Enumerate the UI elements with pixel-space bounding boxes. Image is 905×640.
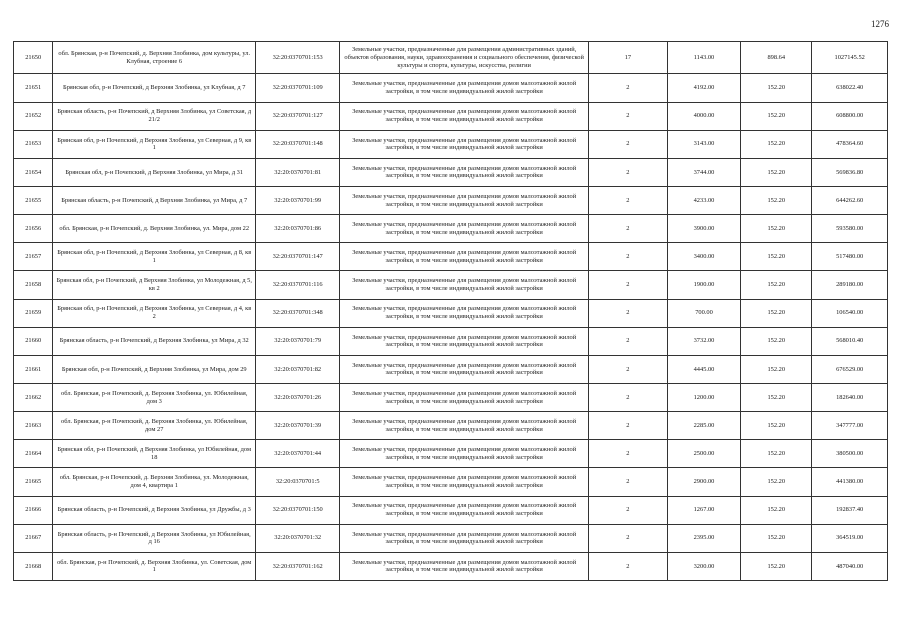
- land-use-description-cell: Земельные участки, предназначенные для размещения домов малоэтажной жилой застройки, в том числе индивидуальной жилой застройки: [340, 102, 589, 130]
- row-number-cell: 21660: [14, 327, 53, 355]
- land-use-description-cell: Земельные участки, предназначенные для размещения домов малоэтажной жилой застройки, в том числе индивидуальной жилой застройки: [340, 243, 589, 271]
- specific-value-cell: 152.20: [741, 243, 812, 271]
- area-cell: 4000.00: [667, 102, 740, 130]
- specific-value-cell: 152.20: [741, 327, 812, 355]
- table-row: [14, 299, 888, 327]
- row-number-cell: 21663: [14, 412, 53, 440]
- specific-value-cell: 152.20: [741, 552, 812, 580]
- area-cell: 1200.00: [667, 383, 740, 411]
- area-cell: 2900.00: [667, 468, 740, 496]
- specific-value-cell: 152.20: [741, 158, 812, 186]
- cadastral-value-cell: 289180.00: [812, 271, 888, 299]
- row-number-cell: 21655: [14, 186, 53, 214]
- row-number-cell: 21658: [14, 271, 53, 299]
- area-cell: 1143.00: [667, 42, 740, 74]
- land-use-description-cell: Земельные участки, предназначенные для размещения домов малоэтажной жилой застройки, в том числе индивидуальной жилой застройки: [340, 440, 589, 468]
- group-code-cell: 2: [588, 355, 667, 383]
- address-cell: Брянская обл, р-н Почепский, д Верхняя Злобинка, ул Юбилейная, дом 18: [53, 440, 256, 468]
- address-cell: Брянская обл, р-н Почепский, д Верхняя Злобинка, ул Мира, дом 29: [53, 355, 256, 383]
- cadastral-value-cell: 569836.80: [812, 158, 888, 186]
- group-code-cell: 2: [588, 440, 667, 468]
- group-code-cell: 2: [588, 468, 667, 496]
- row-number-cell: 21659: [14, 299, 53, 327]
- group-code-cell: 2: [588, 496, 667, 524]
- row-number-cell: 21662: [14, 383, 53, 411]
- row-number-cell: 21661: [14, 355, 53, 383]
- cadastral-number-cell: 32:20:0370701:26: [256, 383, 340, 411]
- cadastral-number-cell: 32:20:0370701:348: [256, 299, 340, 327]
- land-use-description-cell: Земельные участки, предназначенные для размещения домов малоэтажной жилой застройки, в том числе индивидуальной жилой застройки: [340, 186, 589, 214]
- group-code-cell: 2: [588, 327, 667, 355]
- specific-value-cell: 152.20: [741, 130, 812, 158]
- cadastral-value-cell: 608800.00: [812, 102, 888, 130]
- land-use-description-cell: Земельные участки, предназначенные для размещения домов малоэтажной жилой застройки, в том числе индивидуальной жилой застройки: [340, 215, 589, 243]
- cadastral-number-cell: 32:20:0370701:5: [256, 468, 340, 496]
- group-code-cell: 2: [588, 74, 667, 102]
- cadastral-number-cell: 32:20:0370701:109: [256, 74, 340, 102]
- address-cell: Брянская область, р-н Почепский, д Верхняя Злобинка, ул Мира, д 32: [53, 327, 256, 355]
- group-code-cell: 2: [588, 186, 667, 214]
- area-cell: 3200.00: [667, 552, 740, 580]
- cadastral-value-cell: 192837.40: [812, 496, 888, 524]
- specific-value-cell: 152.20: [741, 299, 812, 327]
- area-cell: 3900.00: [667, 215, 740, 243]
- address-cell: Брянская обл, р-н Почепский, д Верхняя Злобинка, ул Мира, д 31: [53, 158, 256, 186]
- cadastral-value-cell: 347777.00: [812, 412, 888, 440]
- area-cell: 3400.00: [667, 243, 740, 271]
- address-cell: обл. Брянская, р-н Почепский, д. Верхняя Злобинка, дом культуры, ул. Клубная, строение 6: [53, 42, 256, 74]
- table-row: [14, 271, 888, 299]
- group-code-cell: 2: [588, 383, 667, 411]
- cadastral-value-cell: 487040.00: [812, 552, 888, 580]
- table-row: [14, 102, 888, 130]
- land-use-description-cell: Земельные участки, предназначенные для размещения домов малоэтажной жилой застройки, в том числе индивидуальной жилой застройки: [340, 355, 589, 383]
- registry-table-body: [14, 42, 888, 581]
- cadastral-number-cell: 32:20:0370701:150: [256, 496, 340, 524]
- row-number-cell: 21653: [14, 130, 53, 158]
- table-row: [14, 42, 888, 74]
- group-code-cell: 2: [588, 158, 667, 186]
- cadastral-number-cell: 32:20:0370701:79: [256, 327, 340, 355]
- row-number-cell: 21654: [14, 158, 53, 186]
- land-use-description-cell: Земельные участки, предназначенные для размещения домов малоэтажной жилой застройки, в том числе индивидуальной жилой застройки: [340, 383, 589, 411]
- land-use-description-cell: Земельные участки, предназначенные для размещения домов малоэтажной жилой застройки, в том числе индивидуальной жилой застройки: [340, 412, 589, 440]
- cadastral-value-cell: 568010.40: [812, 327, 888, 355]
- group-code-cell: 2: [588, 412, 667, 440]
- address-cell: Брянская обл, р-н Почепский, д Верхняя Злобинка, ул Северная, д 8, кв 1: [53, 243, 256, 271]
- specific-value-cell: 152.20: [741, 271, 812, 299]
- address-cell: Брянская область, р-н Почепский, д Верхняя Злобинка, ул Советская, д 21/2: [53, 102, 256, 130]
- table-row: [14, 243, 888, 271]
- table-row: [14, 186, 888, 214]
- table-row: [14, 524, 888, 552]
- page-number: 1276: [871, 19, 889, 29]
- group-code-cell: 2: [588, 299, 667, 327]
- row-number-cell: 21656: [14, 215, 53, 243]
- cadastral-number-cell: 32:20:0370701:82: [256, 355, 340, 383]
- group-code-cell: 2: [588, 524, 667, 552]
- cadastral-value-cell: 380500.00: [812, 440, 888, 468]
- group-code-cell: 2: [588, 552, 667, 580]
- area-cell: 1900.00: [667, 271, 740, 299]
- area-cell: 2285.00: [667, 412, 740, 440]
- cadastral-number-cell: 32:20:0370701:44: [256, 440, 340, 468]
- group-code-cell: 2: [588, 130, 667, 158]
- land-use-description-cell: Земельные участки, предназначенные для размещения домов малоэтажной жилой застройки, в том числе индивидуальной жилой застройки: [340, 130, 589, 158]
- table-row: [14, 468, 888, 496]
- table-row: [14, 74, 888, 102]
- specific-value-cell: 152.20: [741, 186, 812, 214]
- specific-value-cell: 152.20: [741, 215, 812, 243]
- address-cell: обл. Брянская, р-н Почепский, д. Верхняя Злобинка, ул. Юбилейная, дом 3: [53, 383, 256, 411]
- address-cell: Брянская область, р-н Почепский, д Верхняя Злобинка, ул Юбилейная, д 16: [53, 524, 256, 552]
- land-use-description-cell: Земельные участки, предназначенные для размещения домов малоэтажной жилой застройки, в том числе индивидуальной жилой застройки: [340, 468, 589, 496]
- cadastral-value-cell: 517480.00: [812, 243, 888, 271]
- address-cell: Брянская область, р-н Почепский, д Верхняя Злобинка, ул Мира, д 7: [53, 186, 256, 214]
- area-cell: 700.00: [667, 299, 740, 327]
- row-number-cell: 21650: [14, 42, 53, 74]
- cadastral-value-cell: 1027145.52: [812, 42, 888, 74]
- cadastral-number-cell: 32:20:0370701:116: [256, 271, 340, 299]
- cadastral-value-cell: 644262.60: [812, 186, 888, 214]
- cadastral-number-cell: 32:20:0370701:81: [256, 158, 340, 186]
- specific-value-cell: 152.20: [741, 496, 812, 524]
- cadastral-number-cell: 32:20:0370701:39: [256, 412, 340, 440]
- specific-value-cell: 152.20: [741, 412, 812, 440]
- cadastral-number-cell: 32:20:0370701:127: [256, 102, 340, 130]
- cadastral-value-cell: 593580.00: [812, 215, 888, 243]
- table-row: [14, 440, 888, 468]
- table-row: [14, 327, 888, 355]
- cadastral-value-cell: 106540.00: [812, 299, 888, 327]
- row-number-cell: 21657: [14, 243, 53, 271]
- address-cell: обл. Брянская, р-н Почепский, д. Верхняя Злобинка, ул. Советская, дом 1: [53, 552, 256, 580]
- group-code-cell: 2: [588, 102, 667, 130]
- specific-value-cell: 898.64: [741, 42, 812, 74]
- row-number-cell: 21664: [14, 440, 53, 468]
- area-cell: 2500.00: [667, 440, 740, 468]
- table-row: [14, 158, 888, 186]
- cadastral-value-cell: 478364.60: [812, 130, 888, 158]
- cadastral-value-cell: 182640.00: [812, 383, 888, 411]
- area-cell: 3732.00: [667, 327, 740, 355]
- cadastral-number-cell: 32:20:0370701:153: [256, 42, 340, 74]
- area-cell: 3744.00: [667, 158, 740, 186]
- table-row: [14, 355, 888, 383]
- area-cell: 4233.00: [667, 186, 740, 214]
- table-row: [14, 215, 888, 243]
- land-use-description-cell: Земельные участки, предназначенные для размещения административных зданий, объектов образования, науки, здравоохранения и социального обеспечения, физической культуры и спорта, культуры, искусства, религии: [340, 42, 589, 74]
- group-code-cell: 2: [588, 215, 667, 243]
- address-cell: Брянская обл, р-н Почепский, д Верхняя Злобинка, ул Молодежная, д 5, кв 2: [53, 271, 256, 299]
- row-number-cell: 21652: [14, 102, 53, 130]
- row-number-cell: 21665: [14, 468, 53, 496]
- address-cell: Брянская обл, р-н Почепский, д Верхняя Злобинка, ул Северная, д 9, кв 1: [53, 130, 256, 158]
- cadastral-number-cell: 32:20:0370701:86: [256, 215, 340, 243]
- address-cell: обл. Брянская, р-н Почепский, д. Верхняя Злобинка, ул. Молодежная, дом 4, квартира 1: [53, 468, 256, 496]
- table-row: [14, 552, 888, 580]
- row-number-cell: 21651: [14, 74, 53, 102]
- land-use-description-cell: Земельные участки, предназначенные для размещения домов малоэтажной жилой застройки, в том числе индивидуальной жилой застройки: [340, 552, 589, 580]
- land-use-description-cell: Земельные участки, предназначенные для размещения домов малоэтажной жилой застройки, в том числе индивидуальной жилой застройки: [340, 327, 589, 355]
- specific-value-cell: 152.20: [741, 383, 812, 411]
- area-cell: 2395.00: [667, 524, 740, 552]
- specific-value-cell: 152.20: [741, 102, 812, 130]
- area-cell: 4192.00: [667, 74, 740, 102]
- group-code-cell: 17: [588, 42, 667, 74]
- address-cell: обл. Брянская, р-н Почепский, д. Верхняя Злобинка, ул. Мира, дом 22: [53, 215, 256, 243]
- land-use-description-cell: Земельные участки, предназначенные для размещения домов малоэтажной жилой застройки, в том числе индивидуальной жилой застройки: [340, 74, 589, 102]
- cadastral-number-cell: 32:20:0370701:32: [256, 524, 340, 552]
- group-code-cell: 2: [588, 271, 667, 299]
- specific-value-cell: 152.20: [741, 74, 812, 102]
- area-cell: 1267.00: [667, 496, 740, 524]
- specific-value-cell: 152.20: [741, 524, 812, 552]
- table-row: [14, 383, 888, 411]
- area-cell: 3143.00: [667, 130, 740, 158]
- row-number-cell: 21668: [14, 552, 53, 580]
- table-row: [14, 496, 888, 524]
- cadastral-number-cell: 32:20:0370701:147: [256, 243, 340, 271]
- table-row: [14, 130, 888, 158]
- land-use-description-cell: Земельные участки, предназначенные для размещения домов малоэтажной жилой застройки, в том числе индивидуальной жилой застройки: [340, 271, 589, 299]
- land-use-description-cell: Земельные участки, предназначенные для размещения домов малоэтажной жилой застройки, в том числе индивидуальной жилой застройки: [340, 158, 589, 186]
- row-number-cell: 21667: [14, 524, 53, 552]
- specific-value-cell: 152.20: [741, 355, 812, 383]
- land-use-description-cell: Земельные участки, предназначенные для размещения домов малоэтажной жилой застройки, в том числе индивидуальной жилой застройки: [340, 299, 589, 327]
- address-cell: Брянская обл, р-н Почепский, д Верхняя Злобинка, ул Северная, д 4, кв 2: [53, 299, 256, 327]
- cadastral-number-cell: 32:20:0370701:99: [256, 186, 340, 214]
- row-number-cell: 21666: [14, 496, 53, 524]
- table-row: [14, 412, 888, 440]
- land-use-description-cell: Земельные участки, предназначенные для размещения домов малоэтажной жилой застройки, в том числе индивидуальной жилой застройки: [340, 496, 589, 524]
- address-cell: Брянская обл, р-н Почепский, д Верхняя Злобинка, ул Клубная, д 7: [53, 74, 256, 102]
- cadastral-number-cell: 32:20:0370701:148: [256, 130, 340, 158]
- specific-value-cell: 152.20: [741, 440, 812, 468]
- area-cell: 4445.00: [667, 355, 740, 383]
- specific-value-cell: 152.20: [741, 468, 812, 496]
- cadastral-value-cell: 364519.00: [812, 524, 888, 552]
- land-use-description-cell: Земельные участки, предназначенные для размещения домов малоэтажной жилой застройки, в том числе индивидуальной жилой застройки: [340, 524, 589, 552]
- cadastral-number-cell: 32:20:0370701:162: [256, 552, 340, 580]
- cadastral-value-cell: 638022.40: [812, 74, 888, 102]
- address-cell: Брянская область, р-н Почепский, д Верхняя Злобинка, ул Дружбы, д 3: [53, 496, 256, 524]
- land-plot-registry-table: [13, 41, 888, 581]
- group-code-cell: 2: [588, 243, 667, 271]
- cadastral-value-cell: 676529.00: [812, 355, 888, 383]
- cadastral-value-cell: 441380.00: [812, 468, 888, 496]
- address-cell: обл. Брянская, р-н Почепский, д. Верхняя Злобинка, ул. Юбилейная, дом 27: [53, 412, 256, 440]
